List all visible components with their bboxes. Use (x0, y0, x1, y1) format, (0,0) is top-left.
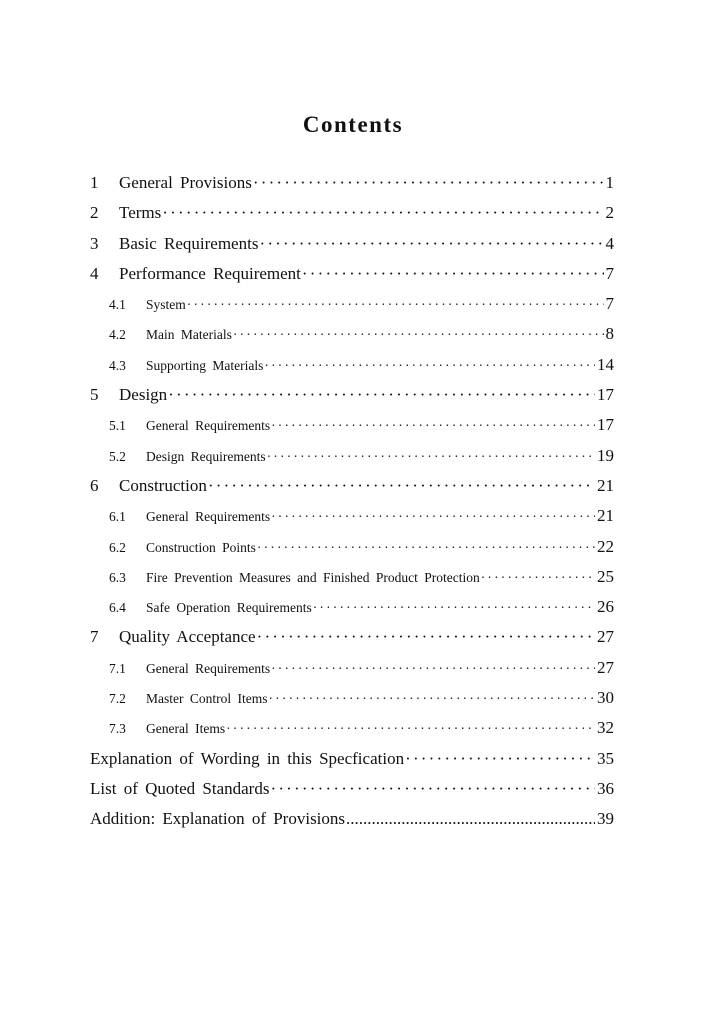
toc-entry-label: Terms (119, 203, 162, 223)
toc-entry-label: System (146, 297, 186, 313)
toc-entry-fire-prevention[interactable] (90, 562, 614, 592)
toc-entry-label: Safe Operation Requirements (146, 600, 312, 616)
toc-entry-number: 3 (90, 233, 99, 253)
toc-entry-label: Design (119, 385, 168, 405)
toc-entry-page: 35 (597, 748, 614, 768)
toc-entry-page: 30 (597, 688, 614, 708)
dot-leader (270, 654, 595, 683)
toc-entry-number: 6 (90, 475, 99, 495)
toc-entry-design-general-requirements[interactable] (90, 410, 614, 440)
dot-leader (256, 533, 595, 562)
dot-leader (252, 168, 604, 198)
toc-entry-number: 6.2 (109, 539, 126, 555)
toc-entry-label: General Requirements (146, 418, 271, 434)
toc-entry-number: 1 (90, 173, 99, 192)
toc-entry-design[interactable] (90, 380, 614, 410)
toc-entry-terms[interactable] (90, 198, 614, 228)
toc-entry-number: 4.3 (109, 357, 126, 373)
toc-entry-main-materials[interactable] (90, 319, 614, 349)
toc-entry-performance-requirement[interactable] (90, 259, 614, 289)
toc-entry-supporting-materials[interactable] (90, 350, 614, 380)
toc-entry-page: 8 (605, 324, 614, 344)
toc-entry-page: 22 (597, 536, 614, 556)
toc-entry-label: Construction Points (146, 539, 256, 555)
toc-entry-page: 17 (597, 385, 614, 405)
toc-entry-page: 17 (597, 415, 614, 435)
toc-entry-label: List of Quoted Standards (90, 778, 270, 798)
toc-entry-design-requirements[interactable] (90, 441, 614, 471)
toc-entry-number: 4.1 (109, 297, 126, 313)
toc-entry-construction-general-requirements[interactable] (90, 501, 614, 531)
dot-leader (207, 471, 595, 501)
dot-leader (345, 804, 595, 834)
toc-entry-construction[interactable] (90, 471, 614, 501)
toc-entry-label: Addition: Explanation of Provisions (90, 809, 346, 829)
toc-entry-number: 6.4 (109, 600, 126, 616)
dot-leader (232, 320, 604, 349)
toc-entry-label: General Items (146, 721, 226, 737)
dot-leader (480, 563, 595, 592)
toc-entry-page: 19 (597, 445, 614, 465)
toc-entry-number: 6.3 (109, 569, 126, 585)
toc-entry-number: 7.2 (109, 691, 126, 707)
toc-entry-number: 7.3 (109, 721, 126, 737)
toc-entry-number: 6.1 (109, 509, 126, 525)
toc-entry-number: 2 (90, 203, 99, 223)
toc-entry-number: 5.2 (109, 448, 126, 464)
toc-entry-label: Design Requirements (146, 448, 266, 464)
dot-leader (161, 198, 603, 228)
toc-entry-number: 4.2 (109, 327, 126, 343)
toc-entry-general-provisions[interactable] (90, 168, 614, 198)
dot-leader (266, 442, 595, 471)
toc-entry-label: General Requirements (146, 660, 271, 676)
toc-entry-construction-points[interactable] (90, 532, 614, 562)
page-title: Contents (302, 112, 404, 137)
dot-leader (270, 502, 595, 531)
toc-entry-page: 14 (597, 354, 614, 374)
toc-entry-quality-acceptance[interactable] (90, 622, 614, 652)
table-of-contents (90, 168, 614, 835)
toc-entry-list-of-quoted-standards[interactable] (90, 774, 614, 804)
toc-entry-page: 32 (597, 718, 614, 738)
toc-entry-explanation-of-wording[interactable] (90, 744, 614, 774)
toc-entry-number: 7.1 (109, 660, 126, 676)
toc-entry-page: 36 (597, 778, 614, 798)
toc-entry-page: 21 (597, 475, 614, 495)
toc-entry-label: Basic Requirements (119, 233, 259, 253)
toc-entry-explanation-of-provisions[interactable] (90, 804, 614, 834)
toc-entry-number: 7 (90, 627, 99, 647)
dot-leader (258, 229, 603, 259)
toc-entry-basic-requirements[interactable] (90, 229, 614, 259)
toc-entry-number: 4 (90, 263, 99, 283)
toc-entry-label: General Requirements (146, 509, 271, 525)
toc-entry-general-items[interactable] (90, 713, 614, 743)
dot-leader (404, 744, 595, 774)
toc-entry-master-control-items[interactable] (90, 683, 614, 713)
dot-leader (256, 622, 595, 652)
toc-entry-page: 39 (597, 809, 614, 829)
toc-entry-page: 2 (605, 203, 614, 223)
dot-leader (167, 380, 595, 410)
dot-leader (225, 714, 595, 743)
toc-entry-label: Main Materials (146, 327, 232, 343)
toc-entry-page: 7 (605, 294, 614, 314)
toc-entry-label: Fire Prevention Measures and Finished Product Protection (146, 569, 480, 585)
dot-leader (186, 290, 604, 319)
toc-entry-safe-operation[interactable] (90, 592, 614, 622)
toc-entry-page: 21 (597, 506, 614, 526)
toc-entry-number: 5 (90, 385, 99, 405)
toc-entry-label: Supporting Materials (146, 357, 264, 373)
toc-entry-label: Master Control Items (146, 691, 268, 707)
toc-entry-label: Explanation of Wording in this Specfication (90, 748, 405, 768)
dot-leader (312, 593, 595, 622)
toc-entry-page: 26 (597, 597, 614, 617)
toc-entry-label: Construction (119, 475, 207, 495)
dot-leader (269, 774, 595, 804)
dot-leader (270, 411, 595, 440)
dot-leader (263, 351, 595, 380)
toc-entry-page: 27 (597, 657, 614, 677)
toc-entry-label: Performance Requirement (119, 263, 301, 283)
toc-entry-label: Quality Acceptance (119, 627, 256, 647)
toc-entry-page: 25 (597, 566, 614, 586)
toc-entry-page: 7 (605, 263, 614, 283)
dot-leader (301, 259, 604, 289)
dot-leader (267, 684, 595, 713)
toc-entry-page: 1 (605, 173, 614, 192)
toc-entry-page: 4 (605, 233, 614, 253)
toc-entry-number: 5.1 (109, 418, 126, 434)
toc-entry-system[interactable] (90, 289, 614, 319)
toc-entry-page: 27 (597, 627, 614, 647)
toc-entry-quality-general-requirements[interactable] (90, 653, 614, 683)
toc-entry-label: General Provisions (119, 173, 252, 192)
